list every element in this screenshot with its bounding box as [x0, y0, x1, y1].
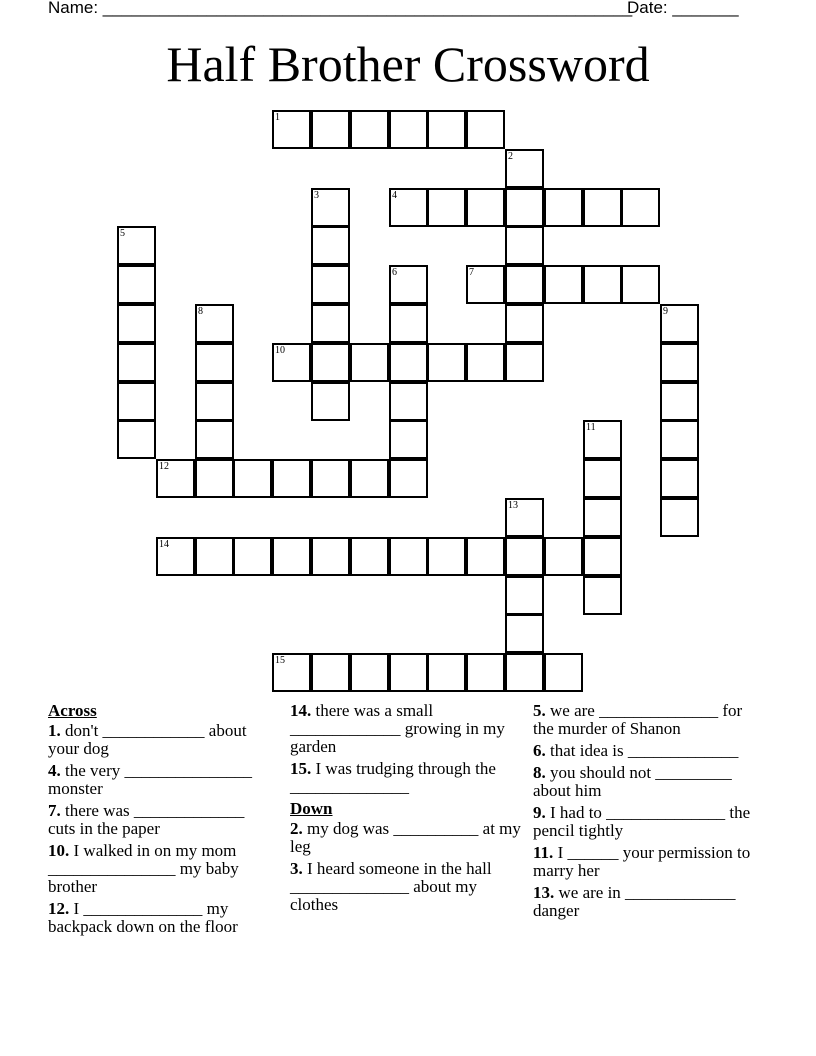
grid-cell[interactable] [544, 537, 583, 576]
grid-cell[interactable] [583, 459, 622, 498]
clue-across-12: 12. I ______________ my backpack down on the floor [48, 899, 238, 936]
grid-cell[interactable] [427, 188, 466, 227]
grid-cell[interactable] [389, 343, 428, 382]
clue-number: 5 [120, 228, 125, 239]
clue-number: 2 [508, 151, 513, 162]
grid-cell[interactable] [660, 459, 699, 498]
clue-down-8: 8. you should not _________ about him [533, 763, 732, 800]
clue-down-5: 5. we are ______________ for the murder of Shanon [533, 701, 743, 738]
date-field-label: Date: _______ [627, 0, 739, 17]
clue-down-2: 2. my dog was __________ at my leg [290, 819, 521, 856]
grid-cell[interactable] [311, 343, 350, 382]
grid-cell[interactable] [311, 537, 350, 576]
grid-cell[interactable] [272, 459, 311, 498]
grid-cell[interactable] [311, 653, 350, 692]
name-field-label: Name: ________________________________________________________ [48, 0, 633, 17]
grid-cell[interactable] [117, 265, 156, 304]
grid-cell[interactable] [660, 498, 699, 537]
grid-cell[interactable] [427, 110, 466, 149]
grid-cell[interactable] [195, 420, 234, 459]
clue-number: 10 [275, 345, 285, 356]
grid-cell[interactable] [466, 265, 505, 304]
clue-across-1: 1. don't ____________ about your dog [48, 721, 247, 758]
clue-number: 9 [663, 306, 668, 317]
grid-cell[interactable] [466, 653, 505, 692]
grid-cell[interactable] [466, 188, 505, 227]
grid-cell[interactable] [621, 265, 660, 304]
grid-cell[interactable] [389, 459, 428, 498]
clue-number: 11 [586, 422, 596, 433]
grid-cell[interactable] [389, 265, 428, 304]
clue-number: 6 [392, 267, 397, 278]
grid-cell[interactable] [117, 343, 156, 382]
grid-cell[interactable] [505, 498, 544, 537]
grid-cell[interactable] [583, 576, 622, 615]
grid-cell[interactable] [466, 110, 505, 149]
clue-column-2 [290, 702, 522, 918]
grid-cell[interactable] [272, 343, 311, 382]
grid-cell[interactable] [311, 459, 350, 498]
grid-cell[interactable] [117, 420, 156, 459]
grid-cell[interactable] [311, 188, 350, 227]
grid-cell[interactable] [505, 576, 544, 615]
clue-number: 8 [198, 306, 203, 317]
grid-cell[interactable] [233, 537, 272, 576]
grid-cell[interactable] [195, 304, 234, 343]
grid-cell[interactable] [660, 382, 699, 421]
clue-number: 4 [392, 190, 397, 201]
grid-cell[interactable] [505, 265, 544, 304]
grid-cell[interactable] [389, 653, 428, 692]
grid-cell[interactable] [505, 149, 544, 188]
clue-column-3 [533, 702, 763, 924]
grid-cell[interactable] [272, 653, 311, 692]
clue-down-13: 13. we are in _____________ danger [533, 883, 736, 920]
clue-number: 3 [314, 190, 319, 201]
grid-cell[interactable] [505, 653, 544, 692]
clue-across-15: 15. I was trudging through the ______________ [290, 759, 496, 796]
grid-cell[interactable] [350, 343, 389, 382]
grid-cell[interactable] [466, 537, 505, 576]
grid-cell[interactable] [389, 110, 428, 149]
grid-cell[interactable] [505, 343, 544, 382]
clue-number: 15 [275, 655, 285, 666]
grid-cell[interactable] [505, 188, 544, 227]
grid-cell[interactable] [350, 110, 389, 149]
clue-down-11: 11. I ______ your permission to marry her [533, 843, 751, 880]
grid-cell[interactable] [544, 653, 583, 692]
grid-cell[interactable] [427, 343, 466, 382]
grid-cell[interactable] [350, 653, 389, 692]
grid-cell[interactable] [505, 537, 544, 576]
grid-cell[interactable] [660, 304, 699, 343]
grid-cell[interactable] [117, 382, 156, 421]
clue-number: 7 [469, 267, 474, 278]
grid-cell[interactable] [195, 537, 234, 576]
clue-number: 14 [159, 539, 169, 550]
grid-cell[interactable] [389, 188, 428, 227]
grid-cell[interactable] [117, 226, 156, 265]
grid-cell[interactable] [350, 459, 389, 498]
grid-cell[interactable] [389, 382, 428, 421]
grid-cell[interactable] [466, 343, 505, 382]
grid-cell[interactable] [311, 304, 350, 343]
grid-cell[interactable] [233, 459, 272, 498]
clue-down-6: 6. that idea is _____________ [533, 741, 739, 760]
grid-cell[interactable] [195, 382, 234, 421]
grid-cell[interactable] [583, 420, 622, 459]
clue-across-7: 7. there was _____________ cuts in the paper [48, 801, 245, 838]
clue-across-14: 14. there was a small _____________ growing in my garden [290, 701, 505, 756]
grid-cell[interactable] [117, 304, 156, 343]
grid-cell[interactable] [505, 226, 544, 265]
clue-down-3: 3. I heard someone in the hall ______________ about my clothes [290, 859, 492, 914]
clue-number: 1 [275, 112, 280, 123]
grid-cell[interactable] [311, 382, 350, 421]
grid-cell[interactable] [389, 420, 428, 459]
grid-cell[interactable] [583, 265, 622, 304]
grid-cell[interactable] [505, 614, 544, 653]
down-heading: Down [290, 799, 333, 818]
grid-cell[interactable] [272, 537, 311, 576]
grid-cell[interactable] [311, 110, 350, 149]
clue-across-4: 4. the very _______________ monster [48, 761, 252, 798]
clue-down-9: 9. I had to ______________ the pencil tightly [533, 803, 751, 840]
grid-cell[interactable] [389, 537, 428, 576]
grid-cell[interactable] [272, 110, 311, 149]
grid-cell[interactable] [427, 537, 466, 576]
grid-cell[interactable] [583, 537, 622, 576]
clue-column-1 [48, 702, 263, 940]
across-heading: Across [48, 701, 97, 720]
clue-number: 13 [508, 500, 518, 511]
grid-cell[interactable] [660, 420, 699, 459]
clue-across-10: 10. I walked in on my mom _______________ my baby brother [48, 841, 239, 896]
grid-cell[interactable] [660, 343, 699, 382]
grid-cell[interactable] [311, 226, 350, 265]
grid-cell[interactable] [156, 459, 195, 498]
grid-cell[interactable] [621, 188, 660, 227]
grid-cell[interactable] [583, 188, 622, 227]
grid-cell[interactable] [195, 459, 234, 498]
grid-cell[interactable] [544, 188, 583, 227]
grid-cell[interactable] [311, 265, 350, 304]
grid-cell[interactable] [389, 304, 428, 343]
grid-cell[interactable] [505, 304, 544, 343]
grid-cell[interactable] [583, 498, 622, 537]
grid-cell[interactable] [427, 653, 466, 692]
clue-number: 12 [159, 461, 169, 472]
page-title: Half Brother Crossword [166, 36, 650, 92]
grid-cell[interactable] [544, 265, 583, 304]
grid-cell[interactable] [350, 537, 389, 576]
grid-cell[interactable] [195, 343, 234, 382]
grid-cell[interactable] [156, 537, 195, 576]
